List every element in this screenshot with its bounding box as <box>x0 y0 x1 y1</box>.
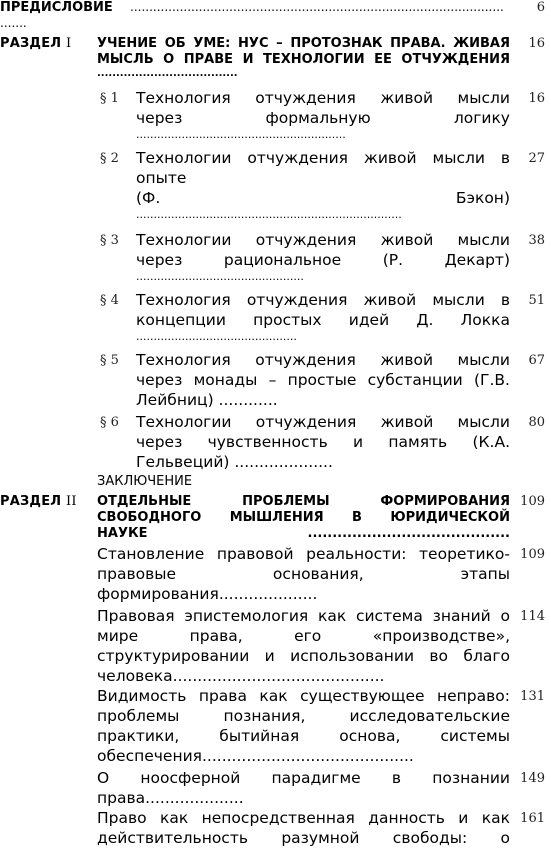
entry-line: (Ф. Бэкон) <box>136 189 510 207</box>
entry-line: Технология отчуждения живой мысли <box>136 351 510 369</box>
entry-line: практики, бытийная основа, системы <box>97 727 510 745</box>
entry-line: Технологии отчуждения живой мысли <box>136 413 510 431</box>
entry-line: опыте <box>136 169 187 187</box>
entry-line: проблемы познания, исследовательские <box>97 707 510 725</box>
paragraph-sign: § 5 <box>100 353 119 368</box>
section-label: РАЗДЕЛ I <box>0 36 72 51</box>
entry-page: 114 <box>520 609 545 624</box>
entry-dots: .............................................. <box>136 330 297 343</box>
entry-dots: ............................................................................ <box>136 208 402 221</box>
entry-line: структурировании и использовании во благо <box>97 647 510 665</box>
entry-line: права.................... <box>97 789 244 807</box>
toc-entry[interactable] <box>136 230 510 284</box>
entry-line: обеспечения........................................... <box>97 747 414 765</box>
entry-line: через формальную логику <box>136 109 510 127</box>
entry-line: Лейбниц) ............ <box>136 391 278 409</box>
section-page: 16 <box>528 36 545 51</box>
entry-dots: ............................................................ <box>136 128 346 141</box>
entry-page: 51 <box>528 293 545 308</box>
paragraph-sign: § 3 <box>100 233 119 248</box>
preface-title: ПРЕДИСЛОВИЕ <box>0 0 113 15</box>
entry-page: 149 <box>520 771 545 786</box>
entry-page: 67 <box>528 353 545 368</box>
preface-dots-tail: ....... <box>0 16 27 30</box>
entry-page: 27 <box>528 151 545 166</box>
section-heading[interactable] <box>97 494 510 542</box>
section-roman-numeral: II <box>66 494 77 509</box>
entry-line: через рациональное (Р. Декарт) <box>136 251 510 269</box>
toc-entry[interactable] <box>136 350 510 410</box>
entry-line: Право как непосредственная данность и как <box>97 809 510 827</box>
section-roman-numeral: I <box>66 36 72 51</box>
heading-line: НАУКЕ ......................................... <box>97 526 510 541</box>
toc-entry[interactable] <box>136 148 510 222</box>
heading-line: СВОБОДНОГО МЫШЛЕНИЯ В ЮРИДИЧЕСКОЙ <box>97 510 510 525</box>
entry-line: формирования.................... <box>97 585 318 603</box>
entry-line: действительность разумной свободы: о <box>97 829 510 847</box>
entry-line: концепции простых идей Д. Локка <box>136 311 510 329</box>
entry-page: 80 <box>528 415 545 430</box>
toc-entry[interactable] <box>97 544 510 604</box>
toc-entry[interactable] <box>136 88 510 142</box>
entry-line: Технология отчуждения живой мысли <box>136 89 510 107</box>
section-page: 109 <box>520 494 545 509</box>
entry-line: Технология отчуждения живой мысли в <box>136 291 510 309</box>
entry-page: 16 <box>528 91 545 106</box>
entry-line: Технологии отчуждения живой мысли <box>136 231 510 249</box>
entry-line: через монады – простые субстанции (Г.В. <box>136 371 510 389</box>
entry-line: Гельвеций) .................... <box>136 453 333 471</box>
paragraph-sign: § 4 <box>100 293 119 308</box>
entry-line: человека........................................... <box>97 667 385 685</box>
entry-page: 131 <box>520 689 545 704</box>
section-label: РАЗДЕЛ II <box>0 494 77 509</box>
entry-line: через чувственность и память (К.А. <box>136 433 510 451</box>
toc-entry[interactable] <box>97 808 510 848</box>
toc-entry[interactable] <box>97 686 510 766</box>
toc-entry[interactable] <box>136 412 510 472</box>
entry-line: Видимость права как существующее неправо: <box>97 687 510 705</box>
toc-entry-preface[interactable] <box>0 0 551 34</box>
section-heading[interactable] <box>97 36 510 80</box>
entry-line: Технологии отчуждения живой мысли в <box>136 149 510 167</box>
entry-line: Становление правовой реальности: теоретико- <box>97 545 510 563</box>
paragraph-sign: § 2 <box>100 151 119 166</box>
entry-line: правовые основания, этапы <box>97 565 510 583</box>
entry-line: мире права, его «производстве», <box>97 627 510 645</box>
heading-line: УЧЕНИЕ ОБ УМЕ: НУС – ПРОТОЗНАК ПРАВА. ЖИВАЯ <box>97 36 510 51</box>
entry-page: 161 <box>520 811 545 826</box>
preface-page: 6 <box>536 0 545 15</box>
heading-line: МЫСЛЬ О ПРАВЕ И ТЕХНОЛОГИИ ЕЕ ОТЧУЖДЕНИЯ <box>97 52 510 67</box>
entry-line: Правовая эпистемология как система знаний о <box>97 607 510 625</box>
entry-page: 38 <box>528 233 545 248</box>
entry-dots: ................................................ <box>136 270 304 283</box>
toc-entry[interactable] <box>136 290 510 344</box>
heading-dots: ..................................... <box>97 68 238 79</box>
entry-line: О ноосферной парадигме в познании <box>97 769 510 787</box>
entry-page: 109 <box>520 547 545 562</box>
heading-line: ОТДЕЛЬНЫЕ ПРОБЛЕМЫ ФОРМИРОВАНИЯ <box>97 494 510 509</box>
conclusion-entry[interactable]: ЗАКЛЮЧЕНИЕ <box>97 474 193 489</box>
toc-entry[interactable] <box>97 606 510 686</box>
paragraph-sign: § 6 <box>100 415 119 430</box>
paragraph-sign: § 1 <box>100 91 119 106</box>
toc-entry[interactable] <box>97 768 510 808</box>
preface-dots: .................................................................................................. <box>130 0 504 14</box>
